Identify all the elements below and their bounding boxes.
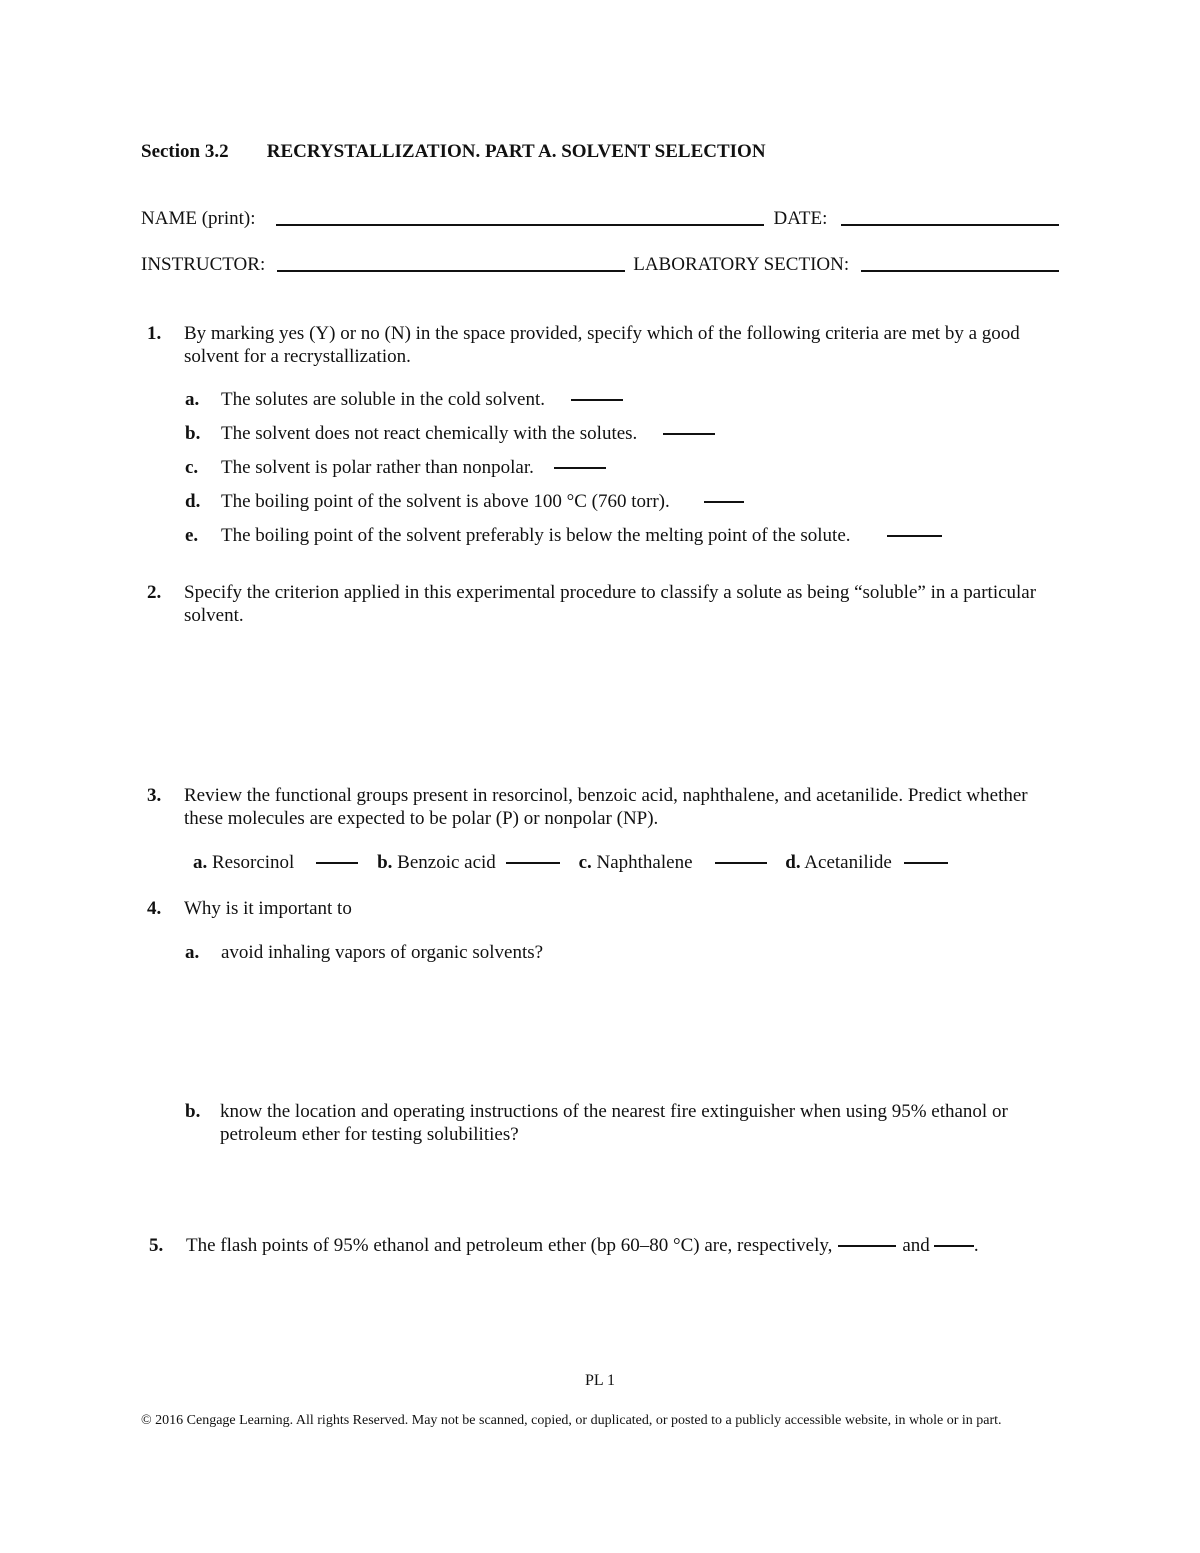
item-label: c. [185, 457, 199, 478]
question-text-mid: and [902, 1235, 930, 1256]
name-field[interactable] [276, 224, 764, 226]
question-2 [147, 581, 1059, 629]
answer-blank[interactable] [663, 433, 715, 435]
item-text: The solvent is polar rather than nonpolar. [221, 457, 534, 478]
q3-answers [193, 852, 948, 874]
item-label: a. [185, 389, 200, 410]
item-text: Naphthalene [596, 852, 693, 873]
page-title [141, 141, 766, 163]
question-number: 2. [147, 582, 162, 603]
page-number: PL 1 [584, 1372, 616, 1389]
item-label: d. [185, 491, 201, 512]
q1-item-c [185, 457, 606, 479]
q1-item-e [185, 525, 942, 547]
section-title: RECRYSTALLIZATION. PART A. SOLVENT SELECTION [266, 141, 766, 162]
question-number: 5. [149, 1235, 164, 1256]
answer-blank[interactable] [838, 1245, 896, 1247]
answer-blank[interactable] [887, 535, 942, 537]
date-label: DATE: [773, 208, 828, 229]
item-text: The boiling point of the solvent preferably is below the melting point of the solute. [221, 525, 851, 546]
name-label: NAME (print): [141, 208, 256, 229]
section-number: Section 3.2 [141, 141, 229, 162]
answer-blank[interactable] [934, 1245, 974, 1247]
item-label: a. [185, 942, 200, 963]
question-text: By marking yes (Y) or no (N) in the space provided, specify which of the following criteria are met by a good solvent for a recrystallization. [184, 323, 1020, 367]
question-text: Specify the criterion applied in this experimental procedure to classify a solute as being “soluble” in a particular solvent. [184, 582, 1037, 626]
q4-item-b [185, 1100, 1059, 1146]
question-number: 4. [147, 898, 162, 919]
item-label: d. [785, 852, 801, 873]
item-label: b. [185, 423, 201, 444]
date-field[interactable] [841, 224, 1059, 226]
item-text: The solvent does not react chemically with the solutes. [221, 423, 638, 444]
question-5 [149, 1235, 979, 1257]
question-1 [147, 322, 1059, 370]
answer-blank[interactable] [904, 862, 948, 864]
answer-blank[interactable] [316, 862, 358, 864]
item-label: c. [578, 852, 592, 873]
q1-item-a [185, 389, 623, 411]
item-text: Benzoic acid [397, 852, 496, 873]
lab-section-field[interactable] [861, 270, 1059, 272]
question-4 [147, 897, 1059, 921]
q1-item-b [185, 423, 715, 445]
q4-item-a [185, 942, 543, 964]
question-text: The flash points of 95% ethanol and petroleum ether (bp 60–80 °C) are, respectively, [186, 1235, 833, 1256]
item-label: e. [185, 525, 199, 546]
copyright-notice: © 2016 Cengage Learning. All rights Reserved. May not be scanned, copied, or duplicated, or posted to a publicly accessible website, in whole or in part. [141, 1413, 1002, 1428]
q1-item-d [185, 491, 744, 513]
lab-section-label: LABORATORY SECTION: [633, 254, 850, 275]
item-text: The solutes are soluble in the cold solvent. [221, 389, 545, 410]
name-date-row [141, 208, 1059, 230]
question-number: 1. [147, 323, 162, 344]
item-label: b. [185, 1101, 201, 1122]
question-text: Why is it important to [184, 898, 352, 919]
instructor-field[interactable] [277, 270, 625, 272]
answer-blank[interactable] [506, 862, 560, 864]
answer-blank[interactable] [554, 467, 606, 469]
item-label: b. [377, 852, 393, 873]
item-label: a. [193, 852, 208, 873]
question-text: Review the functional groups present in resorcinol, benzoic acid, naphthalene, and acetanilide. Predict whether these molecules are expected to be polar (P) or nonpolar (NP). [184, 785, 1028, 829]
item-text: avoid inhaling vapors of organic solvents? [221, 942, 544, 963]
instructor-row [141, 254, 1059, 276]
question-3 [147, 784, 1059, 832]
answer-blank[interactable] [704, 501, 744, 503]
answer-blank[interactable] [715, 862, 767, 864]
item-text: Resorcinol [212, 852, 295, 873]
answer-blank[interactable] [571, 399, 623, 401]
question-text-end: . [973, 1235, 979, 1256]
item-text: The boiling point of the solvent is above 100 °C (760 torr). [221, 491, 670, 512]
item-text: know the location and operating instructions of the nearest fire extinguisher when using 95% ethanol or petroleum ether for testing solubilities? [220, 1101, 1008, 1145]
question-number: 3. [147, 785, 162, 806]
instructor-label: INSTRUCTOR: [141, 254, 266, 275]
item-text: Acetanilide [804, 852, 892, 873]
